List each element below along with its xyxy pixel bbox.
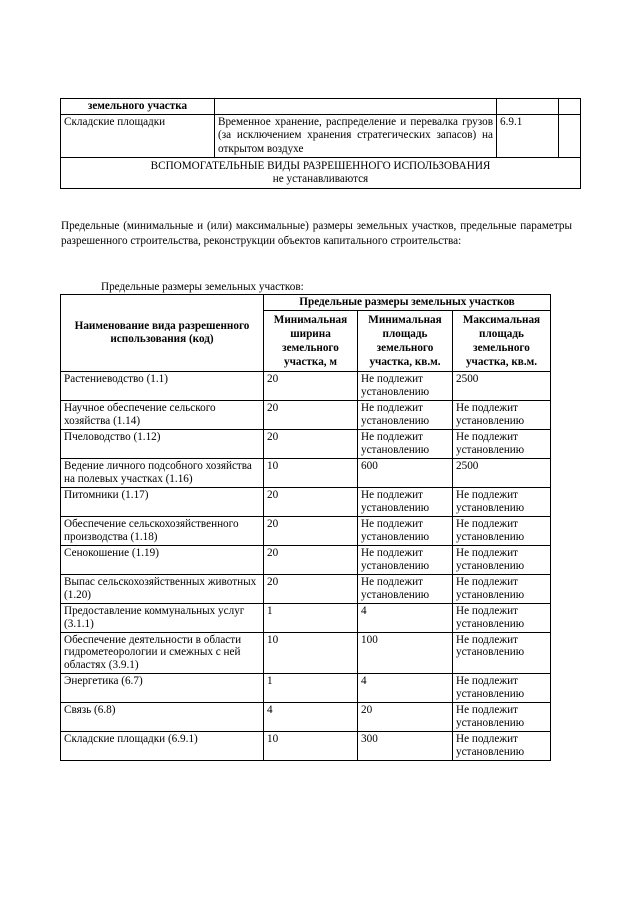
max-area-cell: 2500	[453, 458, 551, 487]
max-area-cell: 2500	[453, 371, 551, 400]
use-name-cell: Складские площадки (6.9.1)	[61, 732, 264, 761]
table-row	[61, 115, 581, 158]
table-row	[61, 516, 551, 545]
table-header-row	[61, 295, 551, 311]
max-area-cell: Не подлежит установлению	[453, 516, 551, 545]
use-name-cell: Складские площадки	[61, 115, 215, 158]
limits-table-body	[61, 371, 551, 761]
min-area-cell: Не подлежит установлению	[358, 574, 453, 603]
auxiliary-uses-note: не устанавливаются	[272, 173, 369, 186]
column-group-header: Предельные размеры земельных участков	[264, 295, 551, 311]
max-area-cell: Не подлежит установлению	[453, 674, 551, 703]
max-area-cell: Не подлежит установлению	[453, 732, 551, 761]
max-area-cell: Не подлежит установлению	[453, 632, 551, 674]
code-cell: 6.9.1	[497, 115, 559, 158]
table-row	[61, 99, 581, 115]
min-width-cell: 20	[264, 487, 358, 516]
auxiliary-uses-row	[61, 157, 581, 188]
table-row	[61, 732, 551, 761]
min-area-cell: 4	[358, 674, 453, 703]
max-area-cell: Не подлежит установлению	[453, 545, 551, 574]
min-width-cell: 1	[264, 603, 358, 632]
max-area-cell: Не подлежит установлению	[453, 574, 551, 603]
column-header-min-width: Минимальная ширина земельного участка, м	[264, 311, 358, 372]
table-row	[61, 674, 551, 703]
min-area-cell: Не подлежит установлению	[358, 545, 453, 574]
auxiliary-uses-cell	[61, 157, 581, 188]
min-area-cell: 100	[358, 632, 453, 674]
min-width-cell: 1	[264, 674, 358, 703]
min-area-cell: Не подлежит установлению	[358, 429, 453, 458]
auxiliary-uses-heading: ВСПОМОГАТЕЛЬНЫЕ ВИДЫ РАЗРЕШЕННОГО ИСПОЛЬЗОВАНИЯ	[150, 159, 491, 172]
min-width-cell: 4	[264, 703, 358, 732]
use-name-cell: Ведение личного подсобного хозяйства на полевых участках (1.16)	[61, 458, 264, 487]
extra-cell	[559, 99, 581, 115]
table-row	[61, 603, 551, 632]
max-area-cell: Не подлежит установлению	[453, 400, 551, 429]
min-width-cell: 10	[264, 732, 358, 761]
table-row	[61, 574, 551, 603]
plot-size-limits-table	[60, 294, 551, 761]
use-name-cell: Растениеводство (1.1)	[61, 371, 264, 400]
min-area-cell: 600	[358, 458, 453, 487]
min-area-cell: 4	[358, 603, 453, 632]
min-width-cell: 20	[264, 429, 358, 458]
min-area-cell: 300	[358, 732, 453, 761]
min-width-cell: 10	[264, 632, 358, 674]
use-name-cell: земельного участка	[61, 99, 215, 115]
min-width-cell: 10	[264, 458, 358, 487]
table-row	[61, 703, 551, 732]
description-cell: Временное хранение, распределение и перевалка грузов (за исключением хранения стратегических запасов) на открытом воздухе	[215, 115, 497, 158]
column-header-min-area: Минимальная площадь земельного участка, кв.м.	[358, 311, 453, 372]
column-header-use-name: Наименование вида разрешенного использования (код)	[61, 295, 264, 372]
table-row	[61, 371, 551, 400]
use-name-cell: Обеспечение сельскохозяйственного производства (1.18)	[61, 516, 264, 545]
description-cell	[215, 99, 497, 115]
table-row	[61, 487, 551, 516]
use-name-cell: Предоставление коммунальных услуг (3.1.1)	[61, 603, 264, 632]
use-name-cell: Выпас сельскохозяйственных животных (1.20)	[61, 574, 264, 603]
use-name-cell: Сенокошение (1.19)	[61, 545, 264, 574]
table-row	[61, 458, 551, 487]
table-row	[61, 545, 551, 574]
max-area-cell: Не подлежит установлению	[453, 429, 551, 458]
min-width-cell: 20	[264, 371, 358, 400]
max-area-cell: Не подлежит установлению	[453, 487, 551, 516]
min-area-cell: 20	[358, 703, 453, 732]
use-name-cell: Научное обеспечение сельского хозяйства (1.14)	[61, 400, 264, 429]
min-area-cell: Не подлежит установлению	[358, 516, 453, 545]
intro-paragraph: Предельные (минимальные и (или) максимальные) размеры земельных участков, предельные параметры разрешенного строительства, реконструкции объектов капитального строительства:	[61, 220, 572, 247]
min-area-cell: Не подлежит установлению	[358, 487, 453, 516]
use-name-cell: Питомники (1.17)	[61, 487, 264, 516]
code-cell	[497, 99, 559, 115]
use-name-cell: Связь (6.8)	[61, 703, 264, 732]
limits-caption: Предельные размеры земельных участков:	[101, 281, 304, 293]
min-width-cell: 20	[264, 516, 358, 545]
max-area-cell: Не подлежит установлению	[453, 603, 551, 632]
min-width-cell: 20	[264, 545, 358, 574]
column-header-max-area: Максимальная площадь земельного участка, кв.м.	[453, 311, 551, 372]
min-width-cell: 20	[264, 574, 358, 603]
max-area-cell: Не подлежит установлению	[453, 703, 551, 732]
min-area-cell: Не подлежит установлению	[358, 371, 453, 400]
use-name-cell: Пчеловодство (1.12)	[61, 429, 264, 458]
table-row	[61, 400, 551, 429]
extra-cell	[559, 115, 581, 158]
table-row	[61, 632, 551, 674]
table-row	[61, 429, 551, 458]
use-name-cell: Обеспечение деятельности в области гидрометеорологии и смежных с ней областях (3.9.1)	[61, 632, 264, 674]
use-name-cell: Энергетика (6.7)	[61, 674, 264, 703]
min-width-cell: 20	[264, 400, 358, 429]
permitted-use-table	[60, 98, 581, 189]
min-area-cell: Не подлежит установлению	[358, 400, 453, 429]
